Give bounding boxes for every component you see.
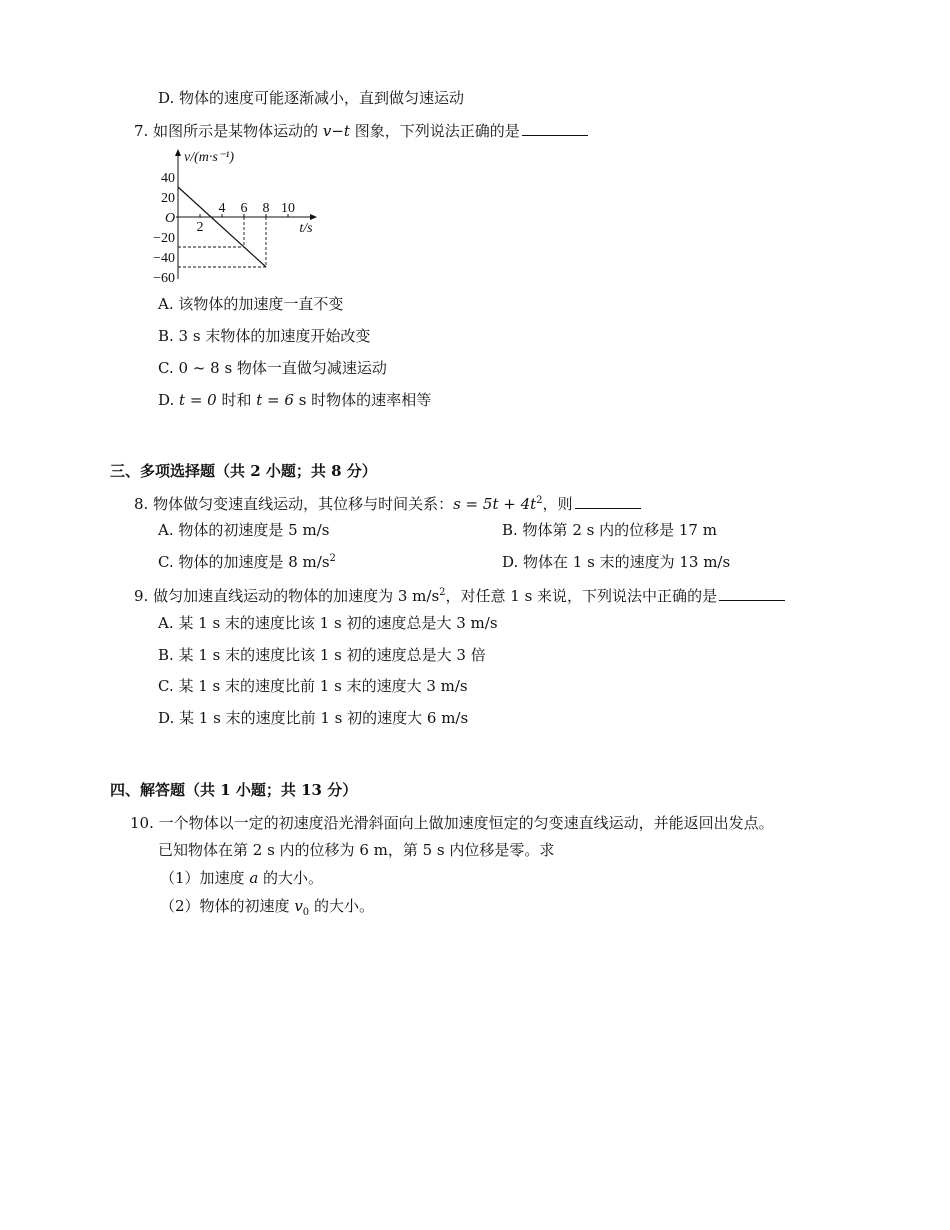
q8-stem-prefix: 8. 物体做匀变速直线运动，其位移与时间关系：	[134, 495, 454, 513]
q8-option-a[interactable]: A. 物体的初速度是 5 m/s	[158, 521, 330, 539]
q9-stem-prefix: 9. 做匀加速直线运动的物体的加速度为 3 m/s	[134, 587, 440, 605]
q9-option-a[interactable]: A. 某 1 s 末的速度比该 1 s 初的速度总是大 3 m/s	[158, 614, 498, 632]
q7-option-a[interactable]: A. 该物体的加速度一直不变	[158, 295, 344, 313]
section3-title: 三、多项选择题（共 2 小题；共 8 分）	[110, 462, 377, 480]
q10-part1-math: a	[249, 869, 259, 887]
q8-stem-suffix: ，则	[542, 495, 573, 513]
q10-part2	[160, 896, 374, 916]
y-axis-arrow	[175, 149, 181, 156]
q7-stem	[134, 121, 588, 141]
q10-part2-prefix: （2）物体的初速度	[160, 897, 295, 915]
q10-part2-suffix: 的大小。	[309, 897, 374, 915]
q8-option-c-text: C. 物体的加速度是 8 m/s	[158, 553, 330, 571]
y-tick-label: −40	[153, 251, 175, 266]
x-tick-label: 2	[196, 220, 204, 235]
q10-part1	[160, 868, 323, 888]
x-tick-label: 6	[240, 201, 248, 216]
q7-option-d-mid: 时和	[216, 391, 257, 409]
q8-option-c[interactable]	[158, 552, 336, 572]
q7-option-d-prefix: D.	[158, 391, 180, 409]
section4-title: 四、解答题（共 1 小题；共 13 分）	[110, 781, 358, 799]
q8-option-b[interactable]: B. 物体第 2 s 内的位移是 17 m	[502, 521, 717, 539]
x-axis-label: t/s	[299, 221, 313, 236]
q8-option-c-exp: 2	[329, 553, 336, 564]
q10-line1: 10. 一个物体以一定的初速度沿光滑斜面向上做加速度恒定的匀变速直线运动，并能返回出发点。	[130, 814, 774, 832]
q9-answer-blank[interactable]	[719, 586, 785, 601]
y-tick-label: 40	[161, 171, 175, 186]
q8-stem-exp: 2	[536, 495, 543, 506]
x-tick-label: 10	[281, 201, 295, 216]
q7-option-d-math1: t = 0	[179, 391, 217, 409]
q9-stem-exp: 2	[439, 587, 446, 598]
q7-option-b[interactable]: B. 3 s 末物体的加速度开始改变	[158, 327, 371, 345]
y-axis-label: v/(m·s⁻¹)	[184, 150, 235, 165]
q7-option-d-suffix: s 时物体的速率相等	[293, 391, 432, 409]
q7-option-c[interactable]: C. 0 ~ 8 s 物体一直做匀减速运动	[158, 359, 387, 377]
q10-part2-math: v	[294, 897, 303, 915]
q9-option-b[interactable]: B. 某 1 s 末的速度比该 1 s 初的速度总是大 3 倍	[158, 646, 486, 664]
q7-stem-prefix: 7. 如图所示是某物体运动的	[134, 122, 323, 140]
x-tick-label: 4	[218, 201, 226, 216]
y-tick-label: −60	[153, 271, 175, 286]
x-axis-arrow	[310, 214, 317, 220]
vt-graph	[153, 146, 320, 286]
q10-part2-sub: 0	[302, 907, 310, 918]
vt-line	[178, 187, 266, 267]
q9-stem	[134, 586, 785, 606]
q7-option-d[interactable]	[158, 390, 431, 410]
y-tick-label: −20	[153, 231, 175, 246]
q10-line2: 已知物体在第 2 s 内的位移为 6 m，第 5 s 内位移是零。求	[158, 841, 555, 859]
origin-label: O	[164, 211, 176, 226]
q10-part1-suffix: 的大小。	[258, 869, 324, 887]
y-tick-label: 20	[161, 191, 175, 206]
q8-answer-blank[interactable]	[575, 494, 641, 509]
q8-stem-math: s = 5t + 4t	[453, 495, 537, 513]
q9-option-c[interactable]: C. 某 1 s 末的速度比前 1 s 末的速度大 3 m/s	[158, 677, 468, 695]
q6-option-d: D. 物体的速度可能逐渐减小，直到做匀速运动	[158, 89, 465, 107]
q8-stem	[134, 494, 641, 514]
x-tick-label: 8	[262, 201, 270, 216]
q10-part1-prefix: （1）加速度	[160, 869, 250, 887]
q7-option-d-math2: t = 6	[256, 391, 294, 409]
q9-option-d[interactable]: D. 某 1 s 末的速度比前 1 s 初的速度大 6 m/s	[158, 709, 469, 727]
q8-option-d[interactable]: D. 物体在 1 s 末的速度为 13 m/s	[502, 553, 731, 571]
q7-answer-blank[interactable]	[522, 121, 588, 136]
q9-stem-suffix: ，对任意 1 s 来说，下列说法中正确的是	[445, 587, 718, 605]
q7-stem-suffix: 图象，下列说法正确的是	[349, 122, 520, 140]
q7-stem-math: v−t	[322, 122, 350, 140]
